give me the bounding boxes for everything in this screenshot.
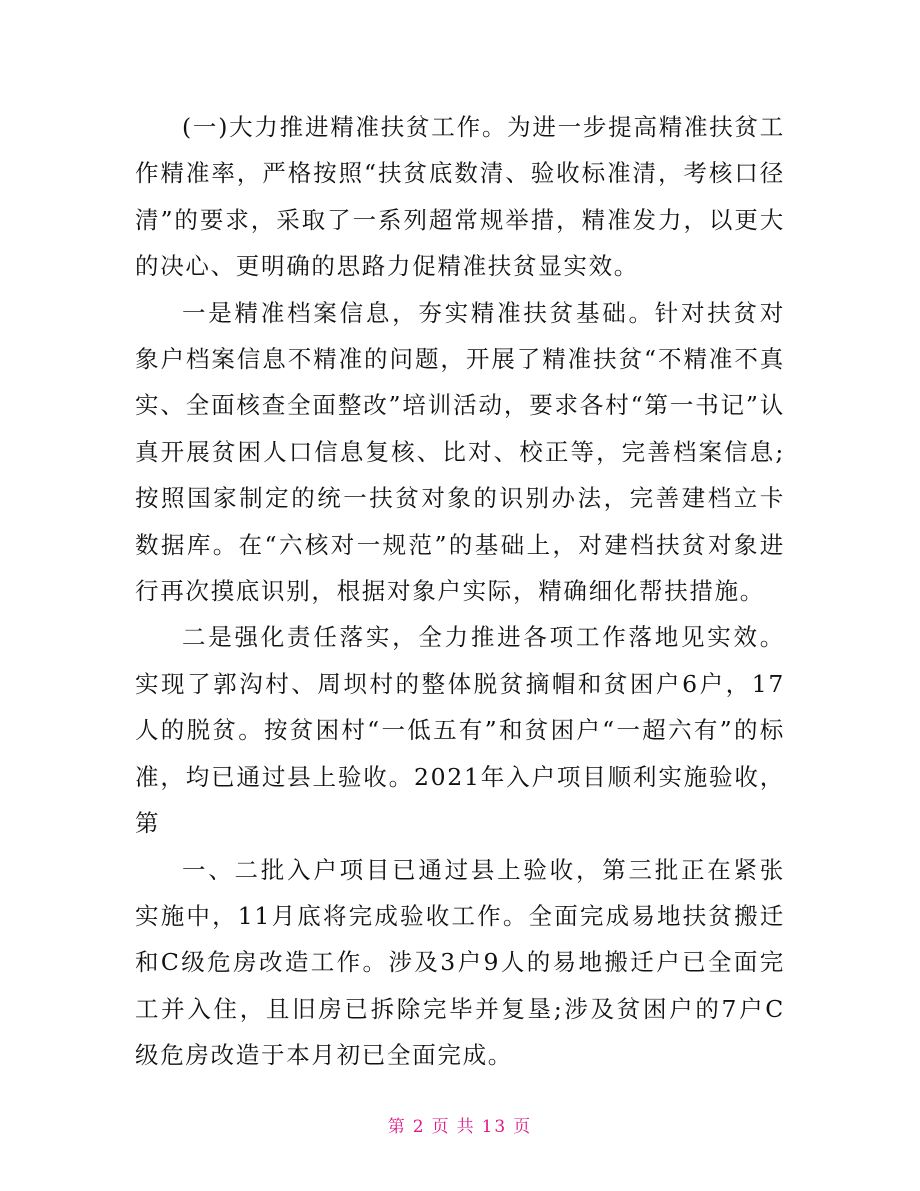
footer-total-prefix: 共 xyxy=(456,1117,476,1137)
footer-total-unit: 页 xyxy=(513,1117,533,1137)
paragraph-responsibility-implementation: 二是强化责任落实，全力推进各项工作落地见实效。实现了郭沟村、周坝村的整体脱贫摘帽和贫困户6户，17人的脱贫。按贫困村“一低五有”和贫困户“一超六有”的标准，均已通过县上验收。2021年入户项目顺利实施验收，第 xyxy=(135,623,785,838)
paragraph-precise-poverty-alleviation: (一)大力推进精准扶贫工作。为进一步提高精准扶贫工作精准率，严格按照“扶贫底数清、验收标准清，考核口径清”的要求，采取了一系列超常规举措，精准发力，以更大的决心、更明确的思路力促精准扶贫显实效。 xyxy=(135,113,785,281)
paragraph-household-projects: 一、二批入户项目已通过县上验收，第三批正在紧张实施中，11月底将完成验收工作。全面完成易地扶贫搬迁和C级危房改造工作。涉及3户9人的易地搬迁户已全面完工并入住，且旧房已拆除完毕并复垦;涉及贫困户的7户C级危房改造于本月初已全面完成。 xyxy=(135,855,785,1070)
paragraph-precise-archive-info: 一是精准档案信息，夯实精准扶贫基础。针对扶贫对象户档案信息不精准的问题，开展了精准扶贫“不精准不真实、全面核查全面整改”培训活动，要求各村“第一书记”认真开展贫困人口信息复核、比对、校正等，完善档案信息;按照国家制定的统一扶贫对象的识别办法，完善建档立卡数据库。在“六核对一规范”的基础上，对建档扶贫对象进行再次摸底识别，根据对象户实际，精确细化帮扶措施。 xyxy=(135,298,785,606)
footer-prefix: 第 xyxy=(387,1117,407,1137)
document-body xyxy=(135,104,785,1079)
page-footer xyxy=(0,1112,920,1137)
footer-total-pages: 13 xyxy=(481,1117,508,1137)
footer-current-page: 2 xyxy=(412,1117,426,1137)
footer-page-unit: 页 xyxy=(431,1117,451,1137)
